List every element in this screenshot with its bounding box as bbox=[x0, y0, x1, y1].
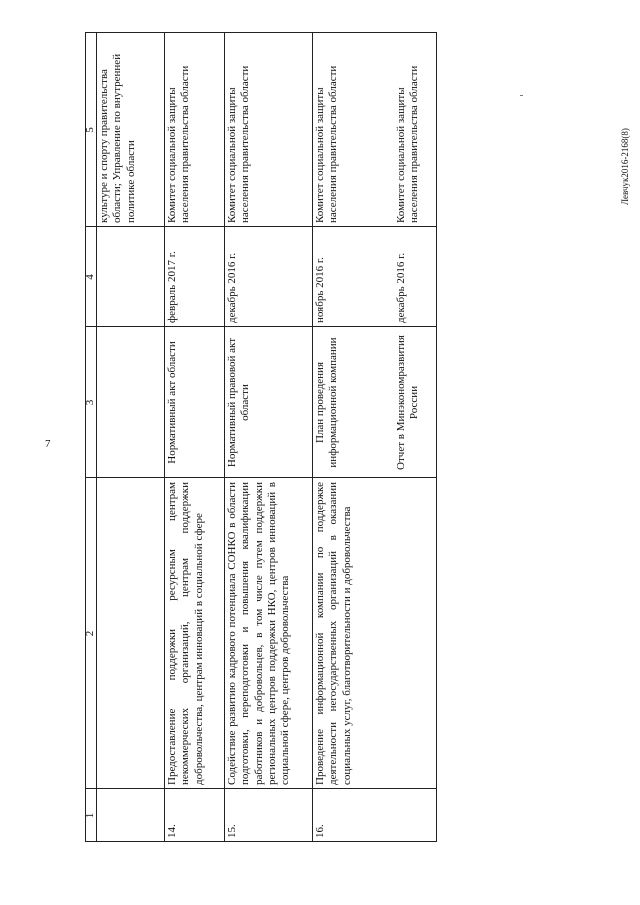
scan-mark bbox=[520, 95, 523, 96]
page-number: 7 bbox=[45, 438, 51, 450]
header-col-4: 4 bbox=[84, 274, 96, 280]
row-16-deadline bbox=[313, 227, 436, 327]
document-code: Левчук2016-2168(8) bbox=[620, 128, 630, 205]
row-14-number: 14. bbox=[166, 824, 178, 838]
row-16-number: 16. bbox=[314, 824, 326, 838]
row-16-result-report: Отчет в Минэкономразвития России bbox=[395, 335, 421, 470]
row-14-deadline: февраль 2017 г. bbox=[166, 251, 178, 323]
header-col-5: 5 bbox=[84, 127, 96, 133]
activities-table bbox=[85, 32, 437, 842]
row-16-responsible-report: Комитет социальной защиты населения правительства области bbox=[395, 65, 421, 223]
header-col-2: 2 bbox=[84, 630, 96, 637]
row-16-result bbox=[313, 327, 436, 478]
row-16-deadline-report: декабрь 2016 г. bbox=[395, 252, 407, 323]
row-15-number: 15. bbox=[226, 824, 238, 838]
row-15-deadline: декабрь 2016 г. bbox=[226, 252, 238, 323]
row-16-responsible-plan: Комитет социальной защиты населения правительства области bbox=[314, 65, 340, 223]
table-border-left bbox=[85, 841, 437, 842]
continued-responsible: культуре и спорту правительства области; Управление по внутренней политике области bbox=[98, 53, 137, 223]
header-col-3: 3 bbox=[84, 399, 96, 406]
row-15-activity: Содействие развитию кадрового потенциала СОНКО в области подготовки, переподготовки и повышения квалификации работников и добровольцев, в том числе путем поддержки региональных центров поддержки НКО, центров инноваций в социальной сфере, центров добровольчества bbox=[226, 482, 292, 785]
row-16-responsible bbox=[313, 33, 436, 227]
row-15-responsible: Комитет социальной защиты населения правительства области bbox=[226, 65, 252, 223]
row-16-deadline-plan: ноябрь 2016 г. bbox=[314, 257, 326, 323]
row-14-responsible: Комитет социальной защиты населения правительства области bbox=[166, 65, 192, 223]
row-16-activity: Проведение информационной компании по поддержке деятельности негосударственных организаций в оказании социальных услуг, благотворительности и добровольчества bbox=[314, 482, 353, 785]
row-16-result-plan: План проведения информационной компании bbox=[314, 337, 340, 468]
table-border-bottom bbox=[436, 32, 437, 842]
header-col-1: 1 bbox=[84, 812, 96, 819]
row-15-result: Нормативный правовой акт области bbox=[226, 337, 252, 468]
row-14-activity: Предоставление поддержки ресурсным центрам некоммерческих организаций, центрам поддержки добровольчества, центрам инноваций в социальной сфере bbox=[166, 482, 205, 785]
row-14-result: Нормативный акт области bbox=[166, 341, 178, 464]
